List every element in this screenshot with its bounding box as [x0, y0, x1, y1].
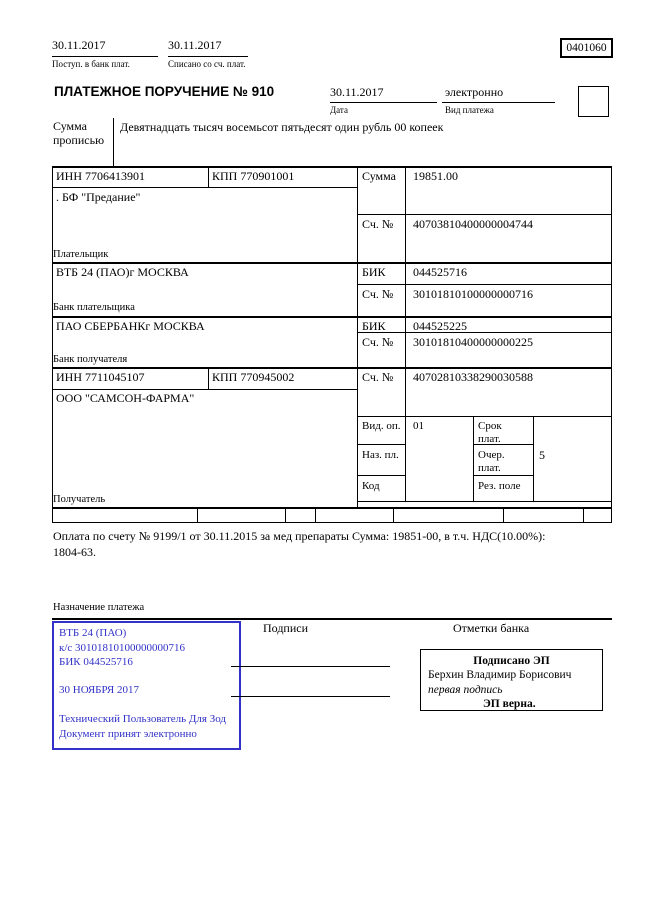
payee-kpp: КПП 770945002	[212, 370, 295, 384]
payee-bank-bik: 044525225	[413, 319, 467, 333]
status-box	[578, 86, 609, 117]
stamp-bik: БИК 044525716	[59, 656, 133, 669]
divider	[197, 507, 198, 522]
table-border-left	[52, 166, 53, 523]
payment-kind: электронно	[445, 85, 504, 99]
divider	[357, 332, 612, 333]
divider	[315, 507, 316, 522]
divider	[208, 367, 209, 389]
amount-value: 19851.00	[413, 169, 458, 183]
purpose-section-label: Назначение платежа	[53, 602, 145, 613]
divider	[473, 416, 474, 502]
divider	[503, 507, 504, 522]
divider	[357, 475, 405, 476]
stamp-accepted-note: Документ принят электронно	[59, 727, 197, 740]
divider	[52, 367, 612, 369]
divider	[168, 56, 248, 57]
payee-bank-name: ПАО СБЕРБАНКг МОСКВА	[56, 319, 205, 333]
date-label: Дата	[330, 105, 348, 115]
payer-inn: ИНН 7706413901	[56, 169, 145, 183]
divider	[52, 389, 357, 390]
divider	[393, 507, 394, 522]
divider	[330, 102, 437, 103]
pay-term-label: Срок плат.	[478, 420, 502, 446]
signature-line	[231, 666, 390, 667]
payer-bank-account-label: Сч. №	[362, 287, 394, 301]
divider	[357, 214, 612, 215]
divider	[52, 262, 612, 264]
divider	[52, 56, 158, 57]
document-title: ПЛАТЕЖНОЕ ПОРУЧЕНИЕ № 910	[54, 84, 275, 99]
stamp-bank-name: ВТБ 24 (ПАО)	[59, 627, 127, 639]
payer-bank-bik-label: БИК	[362, 265, 386, 279]
signature-line	[231, 696, 390, 697]
divider	[442, 102, 555, 103]
payee-account-label: Сч. №	[362, 370, 394, 384]
payee-account: 40702810338290030588	[413, 370, 533, 384]
divider	[357, 166, 358, 507]
divider	[357, 284, 612, 285]
payment-kind-label: Вид платежа	[445, 105, 494, 115]
payer-account: 40703810400000004744	[413, 217, 533, 231]
divider	[533, 416, 534, 502]
payee-bank-account-label: Сч. №	[362, 335, 394, 349]
payer-kpp: КПП 770901001	[212, 169, 295, 183]
payee-name: ООО "САМСОН-ФАРМА"	[56, 391, 195, 405]
amount-words-value: Девятнадцать тысяч восемьсот пятьдесят один рубль 00 копеек	[120, 120, 444, 134]
payee-bank-account: 30101810400000000225	[413, 335, 533, 349]
divider	[357, 501, 612, 502]
payer-account-label: Сч. №	[362, 217, 394, 231]
op-type-label: Вид. оп.	[362, 420, 401, 432]
purpose-line2: 1804-63.	[53, 545, 96, 559]
ep-stamp-title: Подписано ЭП	[473, 655, 550, 667]
received-date-label: Поступ. в банк плат.	[52, 59, 130, 69]
stamp-corr-account: к/с 30101810100000000716	[59, 641, 186, 654]
stamp-operator: Технический Пользователь Для Зод	[59, 713, 227, 726]
divider	[357, 444, 405, 445]
payer-section-label: Плательщик	[53, 249, 109, 260]
table-border-right	[611, 166, 612, 523]
document-date: 30.11.2017	[330, 85, 384, 99]
divider	[583, 507, 584, 522]
purpose-code-label: Наз. пл.	[362, 449, 399, 461]
signatures-label: Подписи	[263, 621, 309, 635]
divider	[208, 166, 209, 187]
divider	[52, 187, 357, 188]
payer-bank-section-label: Банк плательщика	[53, 302, 135, 313]
divider	[52, 316, 612, 318]
priority-value: 5	[539, 448, 545, 462]
bank-marks-label: Отметки банка	[453, 621, 530, 635]
divider	[285, 507, 286, 522]
electronic-signature-stamp	[420, 649, 603, 711]
reserve-field-label: Рез. поле	[478, 480, 521, 492]
divider	[405, 166, 406, 502]
payer-bank-account: 30101810100000000716	[413, 287, 533, 301]
divider	[52, 507, 612, 509]
payee-bank-section-label: Банк получателя	[53, 354, 128, 365]
priority-label: Очер. плат.	[478, 449, 505, 475]
payer-bank-bik: 044525716	[413, 265, 467, 279]
table-border-top	[52, 166, 612, 168]
received-date: 30.11.2017	[52, 38, 106, 52]
ep-stamp-verdict: ЭП верна.	[483, 698, 536, 711]
payee-bank-bik-label: БИК	[362, 319, 386, 333]
ep-stamp-kind: первая подпись	[428, 683, 503, 696]
form-code-box	[560, 38, 613, 58]
op-type-value: 01	[413, 420, 424, 432]
ep-stamp-signer: Берхин Владимир Борисович	[428, 669, 572, 682]
code-label: Код	[362, 480, 380, 492]
form-code: 0401060	[566, 42, 607, 54]
divider	[52, 618, 612, 620]
payer-bank-name: ВТБ 24 (ПАО)г МОСКВА	[56, 265, 189, 279]
payee-inn: ИНН 7711045107	[56, 370, 145, 384]
divider	[113, 118, 114, 168]
bank-acceptance-stamp	[52, 621, 241, 750]
purpose-line1: Оплата по счету № 9199/1 от 30.11.2015 за мед препараты Сумма: 19851-00, в т.ч. НДС(10.00%):	[53, 529, 546, 543]
payer-name: . БФ "Предание"	[56, 190, 141, 204]
payee-section-label: Получатель	[53, 494, 106, 505]
debited-date: 30.11.2017	[168, 38, 222, 52]
amount-label: Сумма	[362, 169, 396, 183]
amount-words-label: Сумма прописью	[53, 119, 105, 148]
table-border-bottom	[52, 522, 612, 523]
stamp-date: 30 НОЯБРЯ 2017	[59, 683, 140, 696]
debited-date-label: Списано со сч. плат.	[168, 59, 246, 69]
divider	[357, 416, 612, 417]
